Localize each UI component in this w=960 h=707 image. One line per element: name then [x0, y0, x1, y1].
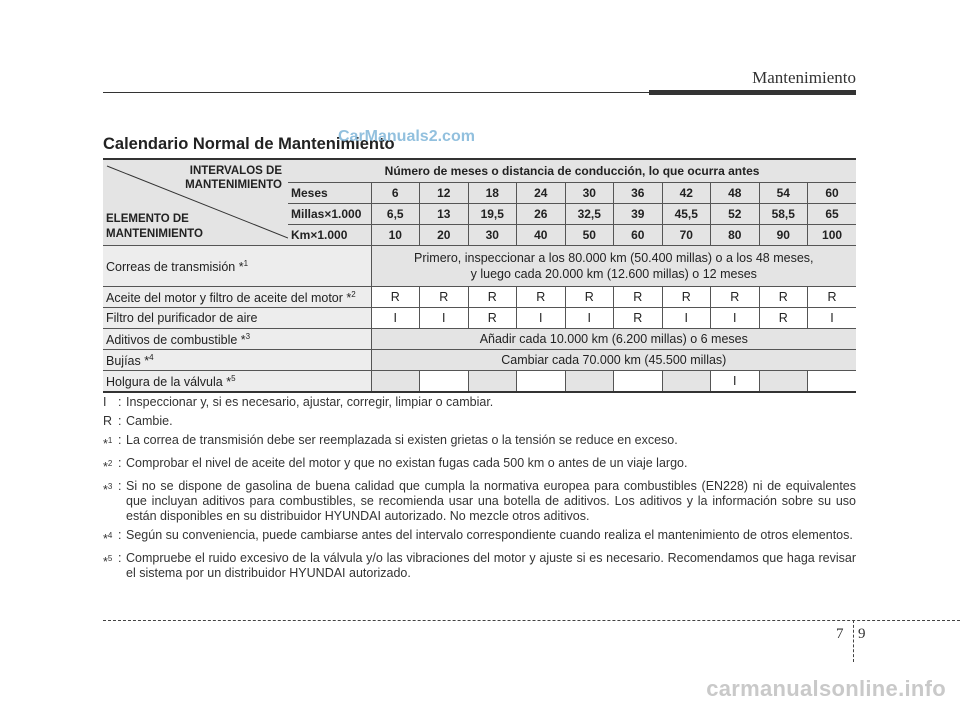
intervals-label — [185, 164, 282, 192]
maintenance-schedule-table — [103, 158, 856, 393]
interval-value: 80 — [711, 225, 760, 246]
maintenance-item-label — [103, 371, 371, 393]
item-label-text: Holgura de la válvula * — [106, 374, 232, 389]
schedule-cell: R — [808, 287, 857, 308]
maintenance-item-label — [103, 246, 371, 287]
interval-row-label: Km×1.000 — [288, 225, 371, 246]
item-label-text: Filtro del purificador de aire — [106, 311, 258, 325]
interval-value: 45,5 — [662, 204, 711, 225]
interval-value: 19,5 — [468, 204, 517, 225]
header-row — [103, 159, 856, 183]
schedule-cell: R — [711, 287, 760, 308]
schedule-cell: I — [420, 308, 469, 329]
note-colon: : — [118, 395, 122, 409]
schedule-cell: I — [371, 308, 420, 329]
note-text: Cambie. — [126, 414, 173, 428]
legend-note — [103, 551, 856, 581]
note-colon: : — [118, 414, 122, 428]
maintenance-item-label — [103, 350, 371, 371]
interval-value: 36 — [614, 183, 663, 204]
interval-instruction — [371, 329, 856, 350]
table-row — [103, 308, 856, 329]
schedule-table — [103, 158, 856, 393]
interval-instruction — [371, 350, 856, 371]
interval-value: 10 — [371, 225, 420, 246]
note-text: La correa de transmisión debe ser reemplazada si existen grietas o la tensión se reduce en exceso. — [126, 433, 678, 447]
note-text: Si no se dispone de gasolina de buena calidad que cumpla la normativa europea para combustibles (EN228) ni de equivalentes que incluyan aditivos para combustibles, se recomienda usar una botella de aditivos. Los aditivos y la información sobre su uso están disponibles en su distribuidor HYUNDAI autorizado. No mezcle otros aditivos. — [126, 479, 856, 523]
note-key-symbol: * — [103, 532, 108, 546]
table-row — [103, 246, 856, 287]
interval-value: 24 — [517, 183, 566, 204]
interval-instruction — [371, 246, 856, 287]
schedule-cell — [662, 371, 711, 393]
table-row — [103, 371, 856, 393]
maintenance-item-label — [103, 308, 371, 329]
note-key-number: 5 — [107, 554, 113, 563]
legend-note — [103, 479, 856, 524]
intervals-label-line: MANTENIMIENTO — [185, 179, 282, 191]
note-key — [103, 395, 118, 410]
interval-value: 60 — [808, 183, 857, 204]
table-row — [103, 350, 856, 371]
element-label — [106, 212, 203, 242]
schedule-cell: I — [711, 371, 760, 393]
interval-row-label: Meses — [288, 183, 371, 204]
page-number-chapter: 7 — [836, 626, 844, 642]
interval-value: 48 — [711, 183, 760, 204]
item-label-text: Correas de transmisión * — [106, 259, 244, 274]
interval-value: 70 — [662, 225, 711, 246]
note-key-number: 4 — [107, 531, 113, 540]
interval-value: 100 — [808, 225, 857, 246]
table-row — [103, 287, 856, 308]
legend-note — [103, 433, 856, 452]
note-text: Según su conveniencia, puede cambiarse antes del intervalo correspondiente cuando realiza el mantenimiento de otros elementos. — [126, 528, 853, 542]
note-key — [103, 414, 118, 429]
schedule-cell — [808, 371, 857, 393]
interval-value: 26 — [517, 204, 566, 225]
table-row — [103, 329, 856, 350]
interval-value: 20 — [420, 225, 469, 246]
legend-note — [103, 414, 856, 429]
note-key-symbol: * — [103, 437, 108, 451]
schedule-cell: R — [517, 287, 566, 308]
chapter-title: Mantenimiento — [752, 68, 856, 87]
schedule-cell: R — [565, 287, 614, 308]
note-colon: : — [118, 456, 122, 470]
note-key — [103, 551, 118, 581]
schedule-cell — [565, 371, 614, 393]
maintenance-item-label — [103, 329, 371, 350]
note-key — [103, 433, 118, 452]
item-label-text: Bujías * — [106, 353, 150, 368]
note-key-number: 2 — [107, 459, 113, 468]
legend-note — [103, 395, 856, 410]
intervals-label-line: INTERVALOS DE — [189, 165, 282, 177]
element-label-line: ELEMENTO DE — [106, 213, 189, 225]
schedule-cell: R — [614, 308, 663, 329]
interval-value: 12 — [420, 183, 469, 204]
schedule-cell: R — [759, 308, 808, 329]
instruction-line: Cambiar cada 70.000 km (45.500 millas) — [501, 353, 727, 367]
schedule-cell — [614, 371, 663, 393]
header-rule-thick — [649, 90, 856, 95]
note-colon: : — [118, 551, 122, 565]
item-label-text: Aceite del motor y filtro de aceite del motor * — [106, 290, 352, 305]
note-key-symbol: * — [103, 555, 108, 569]
schedule-cell: I — [565, 308, 614, 329]
interval-value: 90 — [759, 225, 808, 246]
header-rule — [103, 92, 649, 93]
note-text: Inspeccionar y, si es necesario, ajustar, corregir, limpiar o cambiar. — [126, 395, 494, 409]
schedule-cell: R — [614, 287, 663, 308]
footnote-ref: 2 — [351, 289, 356, 299]
footer-rule — [103, 620, 960, 621]
instruction-line: y luego cada 20.000 km (12.600 millas) o 12 meses — [470, 267, 757, 281]
maintenance-item-label — [103, 287, 371, 308]
interval-value: 18 — [468, 183, 517, 204]
note-key-symbol: I — [103, 395, 107, 409]
interval-row-label: Millas×1.000 — [288, 204, 371, 225]
instruction-line: Añadir cada 10.000 km (6.200 millas) o 6 meses — [479, 332, 748, 346]
interval-value: 60 — [614, 225, 663, 246]
interval-value: 30 — [468, 225, 517, 246]
note-colon: : — [118, 433, 122, 447]
note-key-symbol: R — [103, 414, 113, 428]
item-label-text: Aditivos de combustible * — [106, 332, 246, 347]
legend-note — [103, 528, 856, 547]
note-key-number: 3 — [107, 482, 113, 491]
interval-value: 54 — [759, 183, 808, 204]
page-number-page: 9 — [858, 626, 866, 642]
note-key — [103, 456, 118, 475]
interval-value: 6,5 — [371, 204, 420, 225]
note-key-symbol: * — [103, 460, 108, 474]
schedule-cell — [759, 371, 808, 393]
schedule-cell: R — [759, 287, 808, 308]
table-corner-header — [103, 159, 288, 246]
interval-value: 58,5 — [759, 204, 808, 225]
schedule-cell: R — [468, 308, 517, 329]
interval-value: 65 — [808, 204, 857, 225]
interval-value: 32,5 — [565, 204, 614, 225]
schedule-cell — [371, 371, 420, 393]
footnote-ref: 1 — [243, 258, 249, 268]
schedule-cell: I — [711, 308, 760, 329]
interval-value: 30 — [565, 183, 614, 204]
interval-value: 13 — [420, 204, 469, 225]
section-title: Calendario Normal de Mantenimiento — [103, 135, 395, 153]
note-colon: : — [118, 528, 122, 542]
interval-value: 39 — [614, 204, 663, 225]
schedule-cell: I — [808, 308, 857, 329]
interval-value: 50 — [565, 225, 614, 246]
interval-header: Número de meses o distancia de conducción, lo que ocurra antes — [288, 159, 856, 183]
note-text: Comprobar el nivel de aceite del motor y que no existan fugas cada 500 km o antes de un viaje largo. — [126, 456, 688, 470]
page-number-divider — [853, 620, 854, 662]
interval-value: 42 — [662, 183, 711, 204]
legend-note — [103, 456, 856, 475]
note-key-number: 1 — [107, 436, 113, 445]
schedule-cell: I — [517, 308, 566, 329]
note-text: Compruebe el ruido excesivo de la válvula y/o las vibraciones del motor y ajuste si es necesario. Recomendamos que haga revisar el sistema por un distribuidor HYUNDAI autorizado. — [126, 551, 856, 580]
note-key — [103, 479, 118, 524]
schedule-cell — [420, 371, 469, 393]
element-label-line: MANTENIMIENTO — [106, 228, 203, 240]
note-key — [103, 528, 118, 547]
footnote-ref: 3 — [245, 331, 251, 341]
footnote-ref: 4 — [149, 352, 154, 362]
note-key-symbol: * — [103, 483, 108, 497]
schedule-cell: R — [468, 287, 517, 308]
interval-value: 6 — [371, 183, 420, 204]
schedule-cell — [468, 371, 517, 393]
instruction-line: Primero, inspeccionar a los 80.000 km (50.400 millas) o a los 48 meses, — [414, 251, 814, 265]
schedule-cell: R — [662, 287, 711, 308]
legend-notes — [103, 395, 856, 585]
schedule-cell: I — [662, 308, 711, 329]
interval-value: 40 — [517, 225, 566, 246]
schedule-cell: R — [420, 287, 469, 308]
watermark-footer: carmanualsonline.info — [706, 676, 946, 701]
note-colon: : — [118, 479, 122, 493]
footnote-ref: 5 — [231, 373, 236, 383]
schedule-cell — [517, 371, 566, 393]
interval-value: 52 — [711, 204, 760, 225]
watermark-link[interactable]: CarManuals2.com — [338, 128, 475, 145]
schedule-cell: R — [371, 287, 420, 308]
